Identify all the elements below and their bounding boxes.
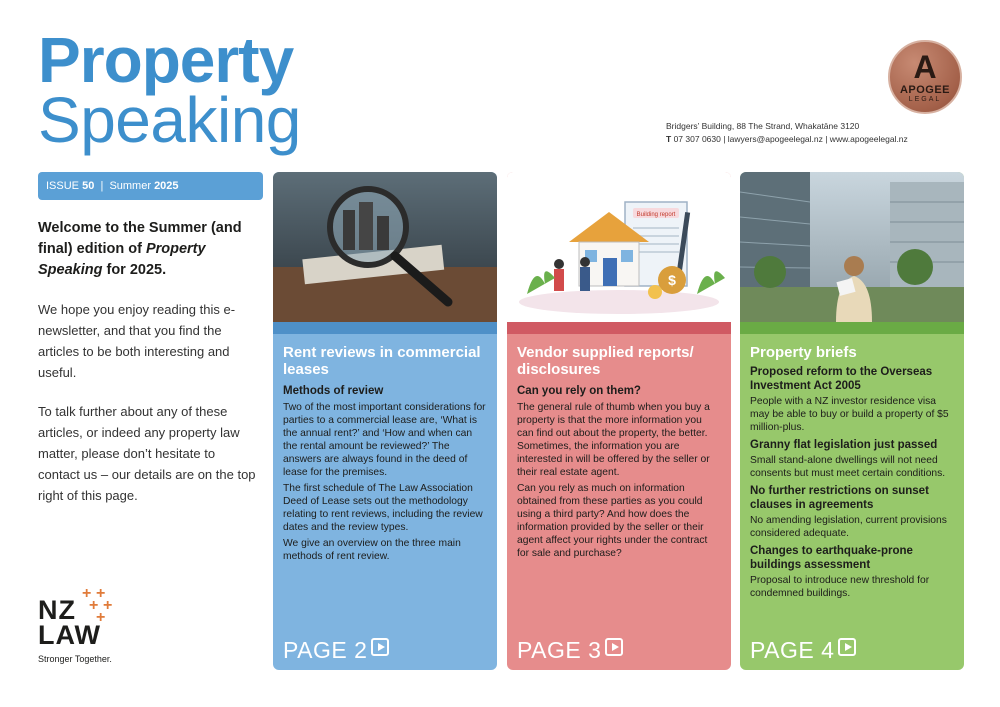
plus-icon: + — [103, 597, 113, 614]
issue-number: 50 — [82, 180, 95, 192]
welcome-text-end: for 2025. — [102, 262, 167, 278]
address: Bridgers’ Building, 88 The Strand, Whakatāne 3120 — [666, 121, 860, 131]
brief-heading: Granny flat legislation just passed — [750, 439, 938, 451]
plus-icon: + — [96, 585, 106, 602]
card-body — [740, 334, 964, 670]
page-2-link[interactable] — [283, 637, 389, 664]
card-paragraph: We give an overview on the three main methods of rent review. — [283, 538, 461, 562]
welcome-heading — [38, 218, 258, 281]
brief-text: Proposal to introduce new threshold for condemned buildings. — [750, 575, 930, 599]
newsletter-title — [38, 24, 301, 156]
intro-paragraph: We hope you enjoy reading this e-newsletter, and that you find the articles to be both interesting and useful. — [38, 302, 236, 380]
page-label: PAGE 2 — [283, 637, 368, 663]
brief-text: No amending legislation, current provisions considered adequate. — [750, 515, 947, 539]
arrow-right-icon — [605, 638, 623, 656]
card-subtitle: Can you rely on them? — [517, 385, 641, 397]
title-line-2: Speaking — [38, 84, 301, 156]
card-body — [273, 334, 497, 670]
brief-heading: Proposed reform to the Overseas Investment Act 2005 — [750, 366, 933, 392]
nz-law-tagline: Stronger Together. — [38, 654, 112, 664]
card-body — [507, 334, 731, 670]
apogee-legal-logo — [888, 40, 962, 114]
issue-year: 2025 — [154, 180, 179, 192]
welcome-text: Welcome to the Summer (and final) edition of — [38, 220, 242, 257]
plus-icon: + — [96, 609, 106, 626]
card-title: Rent reviews in commercial leases — [283, 344, 481, 378]
card-subtitle: Methods of review — [283, 385, 384, 397]
logo-subname: LEGAL — [908, 96, 942, 103]
brief-heading: No further restrictions on sunset clauses in agreements — [750, 485, 929, 511]
contact-info: 07 307 0630 | lawyers@apogeelegal.nz | www.apogeelegal.nz — [673, 134, 908, 144]
issue-bar — [38, 172, 263, 200]
phone-label: T — [666, 134, 672, 144]
article-card-vendor-reports[interactable] — [507, 172, 731, 670]
card-title: Property briefs — [750, 344, 857, 361]
card-paragraph: The first schedule of The Law Association Deed of Lease sets out the methodology relating to rent reviews, including the review dates and the review types. — [283, 483, 483, 533]
issue-season: Summer — [109, 180, 151, 192]
card-paragraph: The general rule of thumb when you buy a property is that the more information you can find out about the property, the better. Sometimes, the information you are interested in will be offered by the seller or their real estate agent. — [517, 402, 710, 478]
card-paragraph: Two of the most important considerations for parties to a commercial lease are, ‘What is the annual rent?’ and ‘How and when can the rental amount be reviewed?’ The answers are always found in the deed of lease for the premises. — [283, 402, 486, 478]
building-report-label: Building report — [636, 212, 676, 218]
plus-icon: + — [82, 585, 92, 602]
arrow-right-icon — [371, 638, 389, 656]
card-stripe — [507, 322, 731, 334]
intro — [38, 218, 258, 506]
contact-details — [666, 120, 908, 146]
page-4-link[interactable] — [750, 637, 856, 664]
intro-paragraph: To talk further about any of these articles, or indeed any property law matter, please don’t hesitate to contact us – our details are on the top right of this page. — [38, 404, 256, 503]
card-stripe — [273, 322, 497, 334]
arrow-right-icon — [838, 638, 856, 656]
page-label: PAGE 4 — [750, 637, 835, 663]
card-title: Vendor supplied reports/ disclosures — [517, 344, 694, 378]
card-paragraph: Can you rely as much on information obtained from these parties as you could using a third party? And how does the information provided by the seller or their agent affect your rights under the contract for sale and purchase? — [517, 483, 708, 559]
page-3-link[interactable] — [517, 637, 623, 664]
brief-heading: Changes to earthquake-prone buildings assessment — [750, 545, 913, 571]
article-card-rent-reviews[interactable] — [273, 172, 497, 670]
title-line-1: Property — [38, 24, 294, 96]
svg-text:$: $ — [668, 272, 676, 288]
nz-law-line-1: NZ — [38, 595, 76, 625]
nz-law-logo — [38, 595, 112, 664]
contact-line — [666, 133, 908, 146]
logo-letter: A — [913, 49, 937, 85]
plus-icon: + — [89, 597, 99, 614]
issue-label: ISSUE — [46, 180, 80, 192]
nz-law-line-2: LAW — [38, 620, 101, 650]
welcome-publication: Property Speaking — [38, 241, 206, 278]
issue-separator: | — [100, 180, 104, 192]
page-label: PAGE 3 — [517, 637, 602, 663]
brief-text: Small stand-alone dwellings will not need consents but must meet certain conditions. — [750, 455, 946, 479]
office-buildings-photo — [740, 172, 964, 322]
logo-name: APOGEE — [899, 84, 951, 96]
article-card-property-briefs[interactable] — [740, 172, 964, 670]
brief-text: People with a NZ investor residence visa may be able to buy or build a property of $5 million-plus. — [750, 396, 949, 433]
magnifying-glass-image — [273, 172, 497, 322]
building-report-illustration — [507, 172, 731, 322]
card-stripe — [740, 322, 964, 334]
